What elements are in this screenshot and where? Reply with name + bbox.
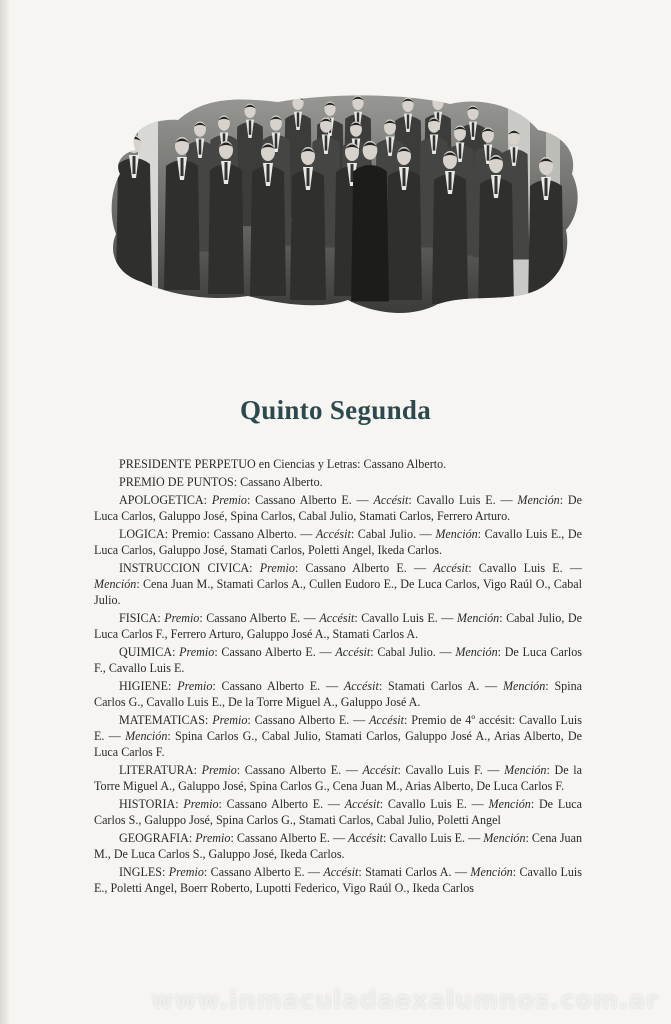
award-entry [94, 610, 582, 642]
award-text: : Spina Carlos G., Cavallo Luis E., De la Torre Miguel A., Galuppo José A. [94, 679, 583, 709]
award-category-label: Premio [259, 561, 295, 575]
award-text: : Cena Juan M., De Luca Carlos S., Galuppo José, Ikeda Carlos. [94, 831, 582, 861]
award-category-label: Premio [164, 611, 200, 625]
award-text: : [203, 493, 212, 507]
award-category-label: Mención [125, 729, 168, 743]
award-text: : De Luca Carlos F., Cavallo Luis E. [94, 645, 582, 675]
award-category-label: Accésit [335, 645, 371, 659]
subject-heading: APOLOGETICA [119, 493, 204, 507]
award-category-label: Mención [504, 763, 547, 777]
award-category-label: Mención [488, 797, 531, 811]
award-text: : [172, 645, 180, 659]
award-text: en Ciencias y Letras: Cassano Alberto. [255, 457, 447, 471]
award-text: : Cavallo Luis E., Poletti Angel, Boerr Roberto, Lupotti Federico, Vigo Raúl O., Ikeda Carlos [94, 865, 582, 895]
award-category-label: Premio [212, 713, 248, 727]
award-entry [94, 644, 582, 676]
subject-heading: FISICA [119, 611, 158, 625]
watermark: www.inmaculadaexalumnos.com.ar [151, 986, 659, 1014]
award-text: : Cassano Alberto E. — [214, 645, 336, 659]
award-text: : Cassano Alberto E. — [294, 561, 434, 575]
award-category-label: Premio [183, 797, 219, 811]
subject-heading: INSTRUCCION CIVICA [119, 561, 250, 575]
award-text: : Cabal Julio. — [350, 527, 436, 541]
award-text: : [162, 865, 169, 879]
award-text: : Cena Juan M., Stamati Carlos A., Cullen Eudoro E., De Luca Carlos, Vigo Raúl O., Cabal Julio. [94, 577, 582, 607]
award-category-label: Mención [94, 577, 137, 591]
subject-heading: PRESIDENTE PERPETUO [119, 457, 256, 471]
award-entry [94, 830, 582, 862]
award-category-label: Accésit [373, 493, 409, 507]
awards-list [94, 456, 582, 898]
subject-heading: MATEMATICAS [119, 713, 206, 727]
award-text: : De Luca Carlos, Galuppo José, Spina Carlos, Cabal Julio, Stamati Carlos, Ferrero Arturo. [94, 493, 582, 523]
award-text: : [193, 763, 202, 777]
award-text: : De Luca Carlos S., Galuppo José, Spina Carlos G., Stamati Carlos, Cabal Julio, Poletti Angel [94, 797, 582, 827]
award-category-label: Accésit [433, 561, 469, 575]
award-category-label: Premio [195, 831, 231, 845]
award-category-label: Premio [177, 679, 213, 693]
page-edge-shadow [0, 0, 9, 1024]
award-text: : Premio de 4º accésit: Cavallo Luis E. — [94, 713, 582, 743]
award-category-label: Accésit [348, 831, 384, 845]
award-text: : [249, 561, 260, 575]
award-text: : Cassano Alberto E. — [212, 679, 344, 693]
award-category-label: Mención [435, 527, 478, 541]
award-category-label: Accésit [323, 865, 359, 879]
award-category-label: Mención [517, 493, 560, 507]
award-text: : [168, 679, 178, 693]
award-category-label: Mención [455, 645, 498, 659]
group-photo [108, 88, 584, 316]
award-text: : Cavallo Luis F. — [397, 763, 505, 777]
award-text: : Cassano Alberto E. — [236, 763, 363, 777]
award-text: : Cavallo Luis E. — [383, 831, 484, 845]
award-category-label: Mención [502, 679, 546, 693]
subject-heading: INGLES [119, 865, 162, 879]
award-text: : Cassano Alberto E. — [246, 493, 374, 507]
page-title: Quinto Segunda [239, 395, 432, 425]
award-entry [94, 678, 582, 710]
award-category-label: Mención [470, 865, 513, 879]
subject-heading: PREMIO DE PUNTOS [119, 475, 234, 489]
award-text: : Premio: Cassano Alberto. — [164, 527, 316, 541]
award-text: : Cabal Julio. — [370, 645, 456, 659]
subject-heading: HISTORIA [119, 797, 176, 811]
award-category-label: Mención [456, 611, 500, 625]
award-entry [94, 712, 582, 760]
award-category-label: Premio [179, 645, 215, 659]
award-entry [94, 526, 582, 558]
award-category-label: Accésit [343, 679, 379, 693]
subject-heading: GEOGRAFIA [119, 831, 189, 845]
award-category-label: Accésit [344, 797, 380, 811]
award-text: : Cavallo Luis E. — [379, 797, 489, 811]
award-category-label: Premio [211, 493, 247, 507]
award-text: : [175, 797, 184, 811]
group-photo-image [108, 88, 584, 316]
award-category-label: Accésit [369, 713, 405, 727]
award-text: : Cavallo Luis E., De Luca Carlos, Galuppo José, Stamati Carlos, Poletti Angel, Ikeda Carlos. [94, 527, 582, 557]
award-entry [94, 796, 582, 828]
award-category-label: Premio [168, 865, 204, 879]
award-entry [94, 864, 582, 896]
award-text: : [205, 713, 213, 727]
award-text: : De la Torre Miguel A., Galuppo José, Spina Carlos G., Cena Juan M., Arias Alberto, De Luca Carlos F. [94, 763, 582, 793]
award-entry [94, 762, 582, 794]
award-text: : [157, 611, 165, 625]
award-category-label: Accésit [362, 763, 398, 777]
subject-heading: HIGIENE [119, 679, 169, 693]
subject-heading: QUIMICA [119, 645, 173, 659]
award-category-label: Accésit [319, 611, 355, 625]
award-text: : Cassano Alberto E. — [230, 831, 349, 845]
award-text: : Cassano Alberto E. — [199, 611, 320, 625]
award-text: : Cassano Alberto E. — [247, 713, 370, 727]
award-text: : Cassano Alberto E. — [218, 797, 345, 811]
award-entry [94, 492, 582, 524]
award-text: : Cavallo Luis E. — [408, 493, 518, 507]
subject-heading: LITERATURA [119, 763, 194, 777]
award-entry [94, 474, 582, 490]
award-category-label: Mención [483, 831, 526, 845]
award-text: : Spina Carlos G., Cabal Julio, Stamati Carlos, Galuppo José A., Arias Alberto, De Luca Carlos F. [94, 729, 582, 759]
award-text: : Cavallo Luis E. — [468, 561, 582, 575]
subject-heading: LOGICA [119, 527, 165, 541]
award-entry [94, 456, 582, 472]
award-text: : Cassano Alberto. [233, 475, 323, 489]
award-category-label: Accésit [315, 527, 351, 541]
award-text: : Stamati Carlos A. — [358, 865, 471, 879]
award-text: : Cavallo Luis E. — [354, 611, 457, 625]
award-text: : [188, 831, 196, 845]
award-text: : Cassano Alberto E. — [203, 865, 324, 879]
award-category-label: Premio [201, 763, 237, 777]
award-entry [94, 560, 582, 608]
award-text: : Cabal Julio, De Luca Carlos F., Ferrero Arturo, Galuppo José A., Stamati Carlos A. [94, 611, 582, 641]
award-text: : Stamati Carlos A. — [378, 679, 503, 693]
